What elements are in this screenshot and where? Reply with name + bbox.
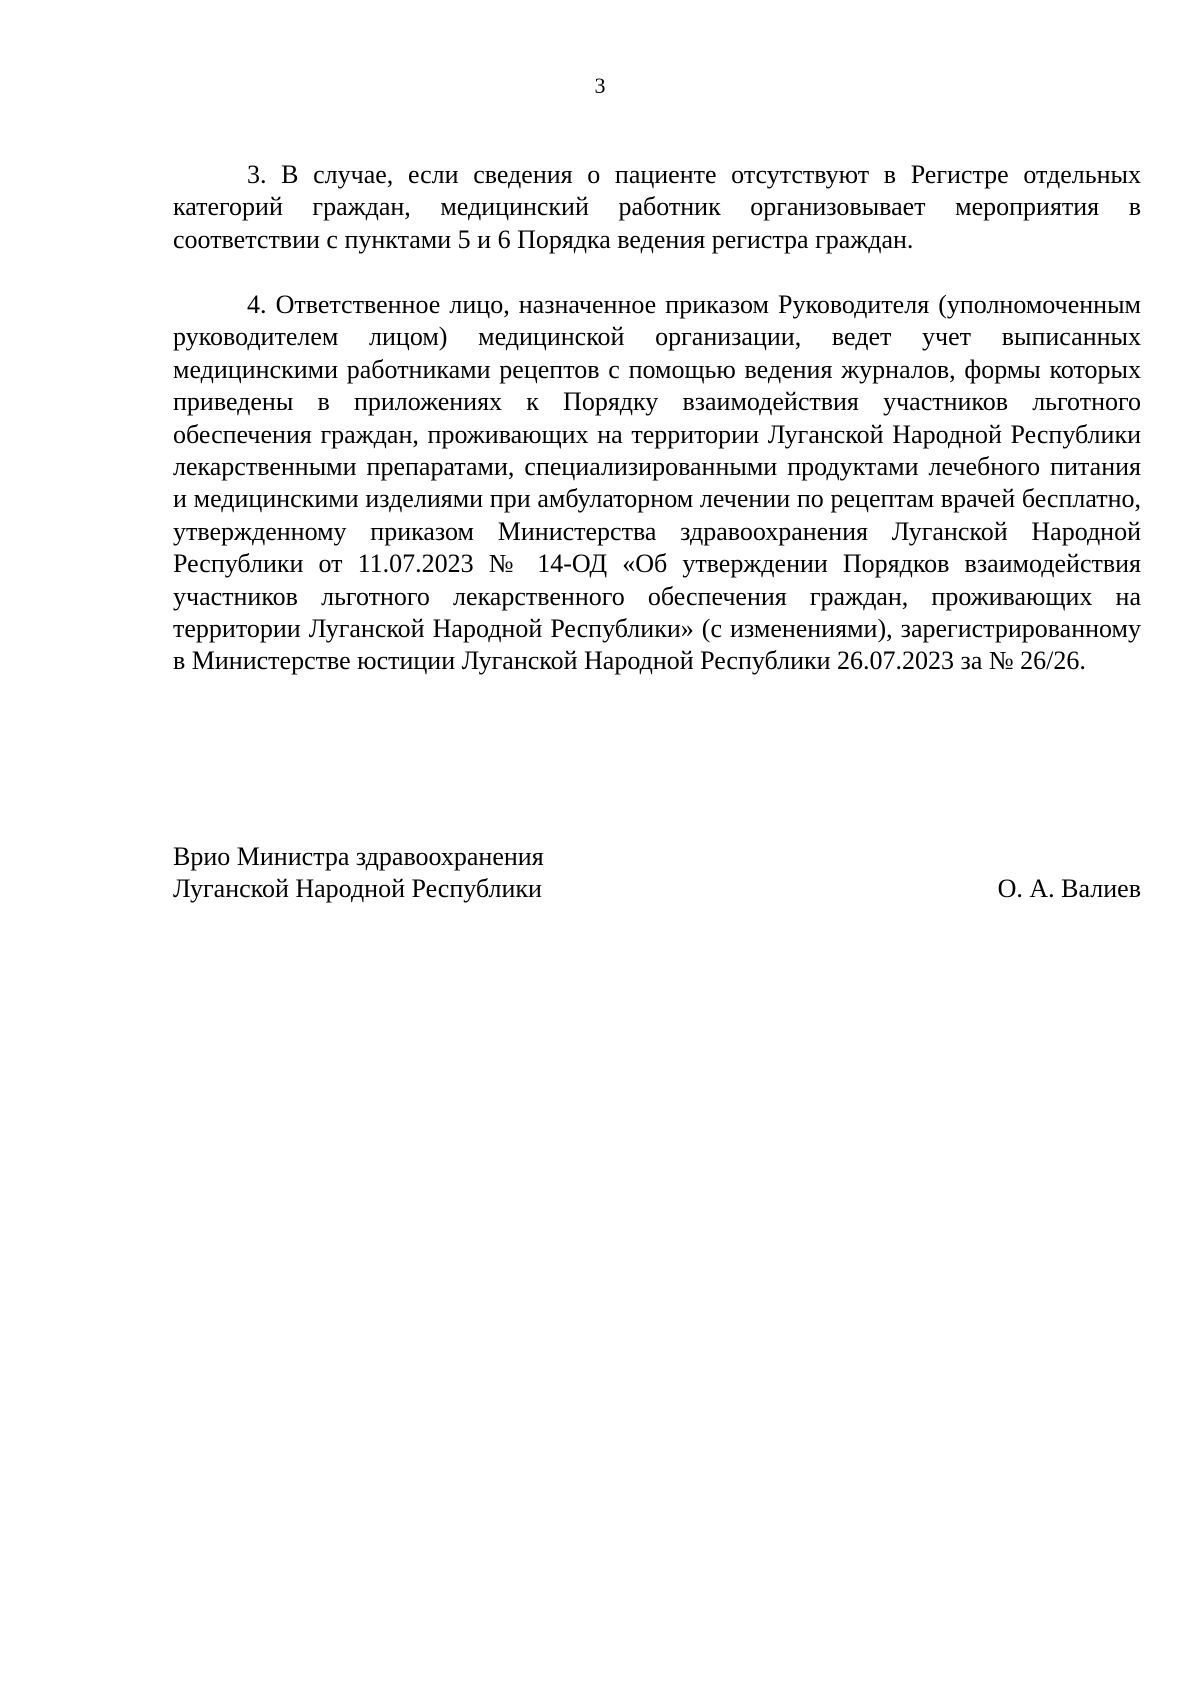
signatory-position-line-1: Врио Министра здравоохранения [173,842,544,871]
paragraph-4-block [173,289,1141,678]
signatory-name: О. А. Валиев [997,874,1141,904]
page-number: 3 [594,73,606,98]
paragraph-3-block [173,159,1141,256]
signatory-position [173,841,544,906]
paragraph-3: 3. В случае, если сведения о пациенте отсутствуют в Регистре отдельных категорий граждан, медицинский работник организовывает мероприятия в соответствии с пунктами 5 и 6 Порядка ведения регистра граждан. [173,160,1141,254]
paragraph-4: 4. Ответственное лицо, назначенное приказом Руководителя (уполномоченным руководителем лицом) медицинской организации, ведет учет выписанных медицинскими работниками рецептов с помощью ведения журналов, формы которых приведены в приложениях к Порядку взаимодействия участников льготного обеспечения граждан, проживающих на территории Луганской Народной Республики лекарственными препаратами, специализированными продуктами лечебного питания и медицинскими изделиями при амбулаторном лечении по рецептам врачей бесплатно, утвержденному приказом Министерства здравоохранения Луганской Народной Республики от 11.07.2023 № 14-ОД «Об утверждении Порядков взаимодействия участников льготного лекарственного обеспечения граждан, проживающих на территории Луганской Народной Республики» (с изменениями), зарегистрированному в Министерстве юстиции Луганской Народной Республики 26.07.2023 за № 26/26. [173,290,1141,676]
signatory-position-line-2: Луганской Народной Республики [173,874,542,904]
